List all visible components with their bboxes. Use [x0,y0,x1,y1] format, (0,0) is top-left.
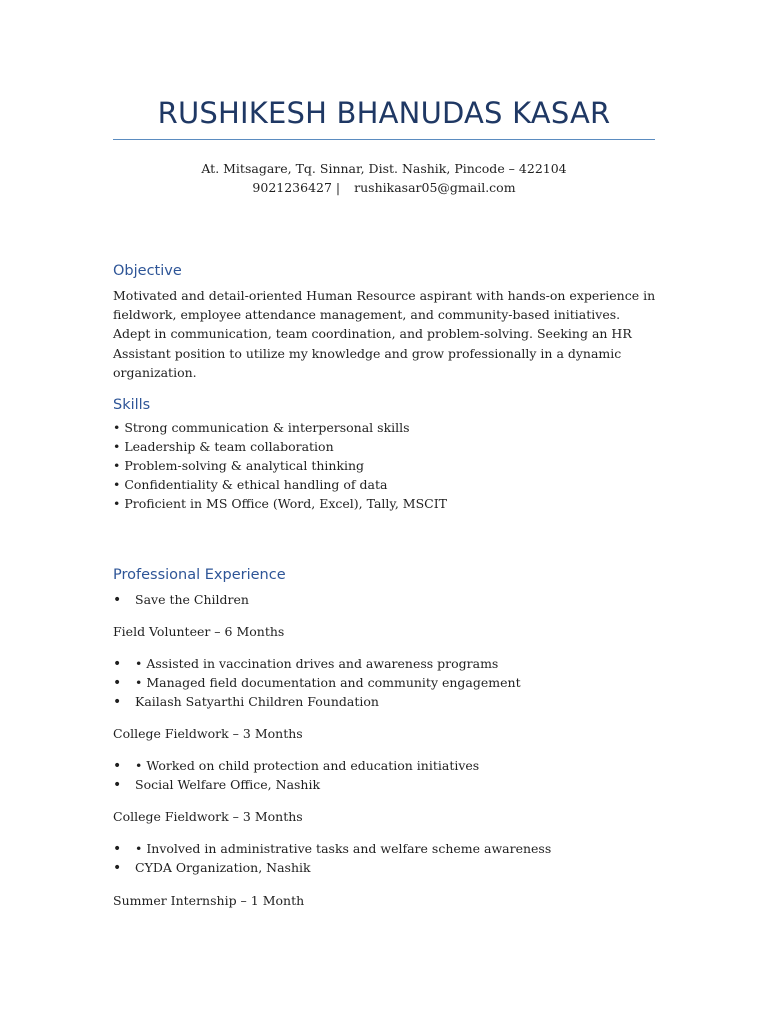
list-item [113,673,521,693]
address-line: At. Mitsagare, Tq. Sinnar, Dist. Nashik, Pincode – 422104 [201,161,567,176]
list-item [113,756,479,776]
bullet-icon: • [113,694,122,710]
skill-item: • Proficient in MS Office (Word, Excel), Tally, MSCIT [113,496,447,511]
title-divider [113,139,655,140]
list-item [113,692,379,712]
duty-text: • Involved in administrative tasks and welfare scheme awareness [135,841,552,856]
bullet-icon: • [113,656,122,672]
skills-heading: Skills [113,397,151,413]
list-item [113,775,320,795]
experience-heading: Professional Experience [113,567,286,583]
skill-item: • Leadership & team collaboration [113,439,334,454]
duty-text: • Worked on child protection and education initiatives [135,758,480,773]
list-item [113,858,311,878]
duty-text: • Assisted in vaccination drives and awareness programs [135,656,499,671]
bullet-icon: • [113,675,122,691]
skill-item: • Strong communication & interpersonal skills [113,420,410,435]
skill-item: • Confidentiality & ethical handling of data [113,477,388,492]
bullet-icon: • [113,592,122,608]
role-line: Field Volunteer – 6 Months [113,624,285,639]
role-line: Summer Internship – 1 Month [113,893,305,908]
organization-name: Kailash Satyarthi Children Foundation [135,694,379,709]
skill-item: • Problem-solving & analytical thinking [113,458,365,473]
email-address: rushikasar05@gmail.com [354,180,516,195]
organization-name: CYDA Organization, Nashik [135,860,311,875]
list-item [113,654,498,674]
objective-text: Motivated and detail-oriented Human Resource aspirant with hands-on experience in fieldwork, employee attendance management, and community-based initiatives. Adept in communication, team coordination, and problem-solving. Seeking an HR Assistant position to utilize my knowledge and grow professionally in a dynamic organization. [113,288,656,380]
duty-text: • Managed field documentation and community engagement [135,675,521,690]
contact-line [0,178,768,197]
organization-name: Social Welfare Office, Nashik [135,777,321,792]
candidate-name: RUSHIKESH BHANUDAS KASAR [157,96,611,130]
bullet-icon: • [113,758,122,774]
bullet-icon: • [113,777,122,793]
phone-number: 9021236427 | [252,180,341,195]
bullet-icon: • [113,860,122,876]
objective-heading: Objective [113,263,182,279]
organization-name: Save the Children [135,592,249,607]
bullet-icon: • [113,841,122,857]
list-item [113,590,249,610]
role-line: College Fieldwork – 3 Months [113,726,303,741]
role-line: College Fieldwork – 3 Months [113,809,303,824]
list-item [113,839,551,859]
